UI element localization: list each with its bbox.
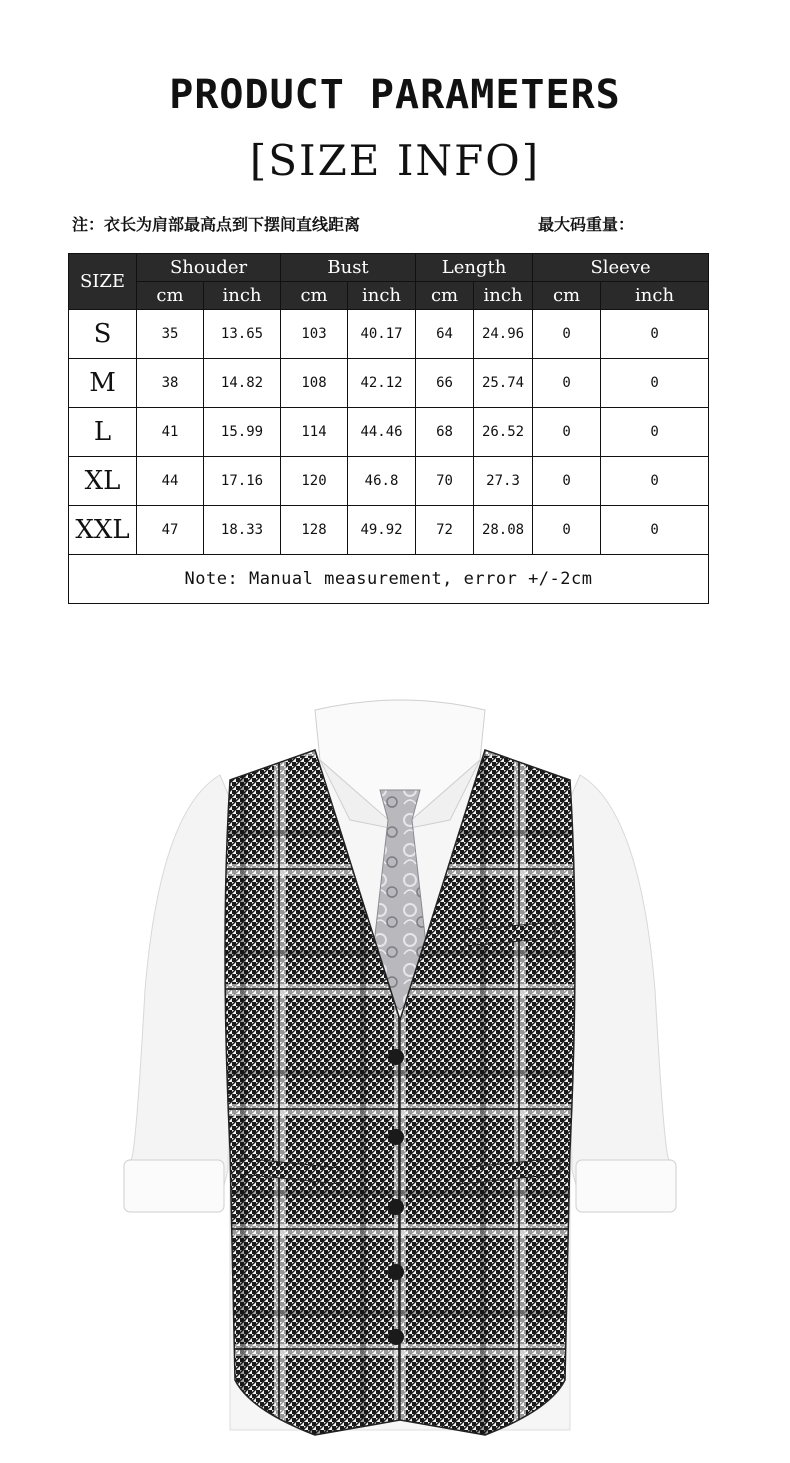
unit-header: cm [281,282,348,310]
table-row [69,310,709,359]
value-cell: 103 [281,310,348,359]
product-image [100,690,700,1450]
value-cell: 120 [281,457,348,506]
value-cell: 70 [416,457,474,506]
unit-header: cm [533,282,601,310]
value-cell: 114 [281,408,348,457]
unit-header: inch [204,282,281,310]
unit-header: inch [474,282,533,310]
page-title: PRODUCT PARAMETERS [169,72,621,118]
group-header: Shouder [137,254,281,282]
value-cell: 47 [137,506,204,555]
value-cell: 14.82 [204,359,281,408]
value-cell: 24.96 [474,310,533,359]
value-cell: 44 [137,457,204,506]
value-cell: 41 [137,408,204,457]
max-weight-label: 最大码重量： [538,215,635,234]
size-cell: XL [69,457,137,506]
unit-header: cm [416,282,474,310]
page-subtitle: [SIZE INFO] [249,136,541,185]
value-cell: 26.52 [474,408,533,457]
value-cell: 0 [601,359,709,408]
value-cell: 42.12 [348,359,416,408]
value-cell: 0 [533,408,601,457]
value-cell: 0 [533,457,601,506]
value-cell: 0 [601,310,709,359]
value-cell: 28.08 [474,506,533,555]
value-cell: 38 [137,359,204,408]
value-cell: 27.3 [474,457,533,506]
length-note: 注：衣长为肩部最高点到下摆间直线距离 [72,215,361,234]
value-cell: 72 [416,506,474,555]
unit-header: cm [137,282,204,310]
table-row [69,506,709,555]
unit-header: inch [601,282,709,310]
value-cell: 0 [601,408,709,457]
value-cell: 0 [533,506,601,555]
size-cell: L [69,408,137,457]
value-cell: 18.33 [204,506,281,555]
value-cell: 0 [533,310,601,359]
value-cell: 0 [601,457,709,506]
size-cell: M [69,359,137,408]
table-row [69,408,709,457]
value-cell: 25.74 [474,359,533,408]
group-header: Sleeve [533,254,709,282]
value-cell: 128 [281,506,348,555]
value-cell: 0 [601,506,709,555]
value-cell: 17.16 [204,457,281,506]
size-cell: S [69,310,137,359]
value-cell: 68 [416,408,474,457]
value-cell: 13.65 [204,310,281,359]
size-cell: XXL [69,506,137,555]
table-row [69,359,709,408]
value-cell: 0 [533,359,601,408]
value-cell: 49.92 [348,506,416,555]
unit-header: inch [348,282,416,310]
left-cuff [124,1160,224,1212]
value-cell: 40.17 [348,310,416,359]
value-cell: 66 [416,359,474,408]
value-cell: 44.46 [348,408,416,457]
value-cell: 35 [137,310,204,359]
table-row [69,457,709,506]
group-header: Length [416,254,533,282]
value-cell: 46.8 [348,457,416,506]
value-cell: 108 [281,359,348,408]
group-header: Bust [281,254,416,282]
measurement-note: Note: Manual measurement, error +/-2cm [69,555,709,604]
size-table [68,253,709,604]
value-cell: 15.99 [204,408,281,457]
right-cuff [576,1160,676,1212]
size-header: SIZE [69,254,137,310]
value-cell: 64 [416,310,474,359]
